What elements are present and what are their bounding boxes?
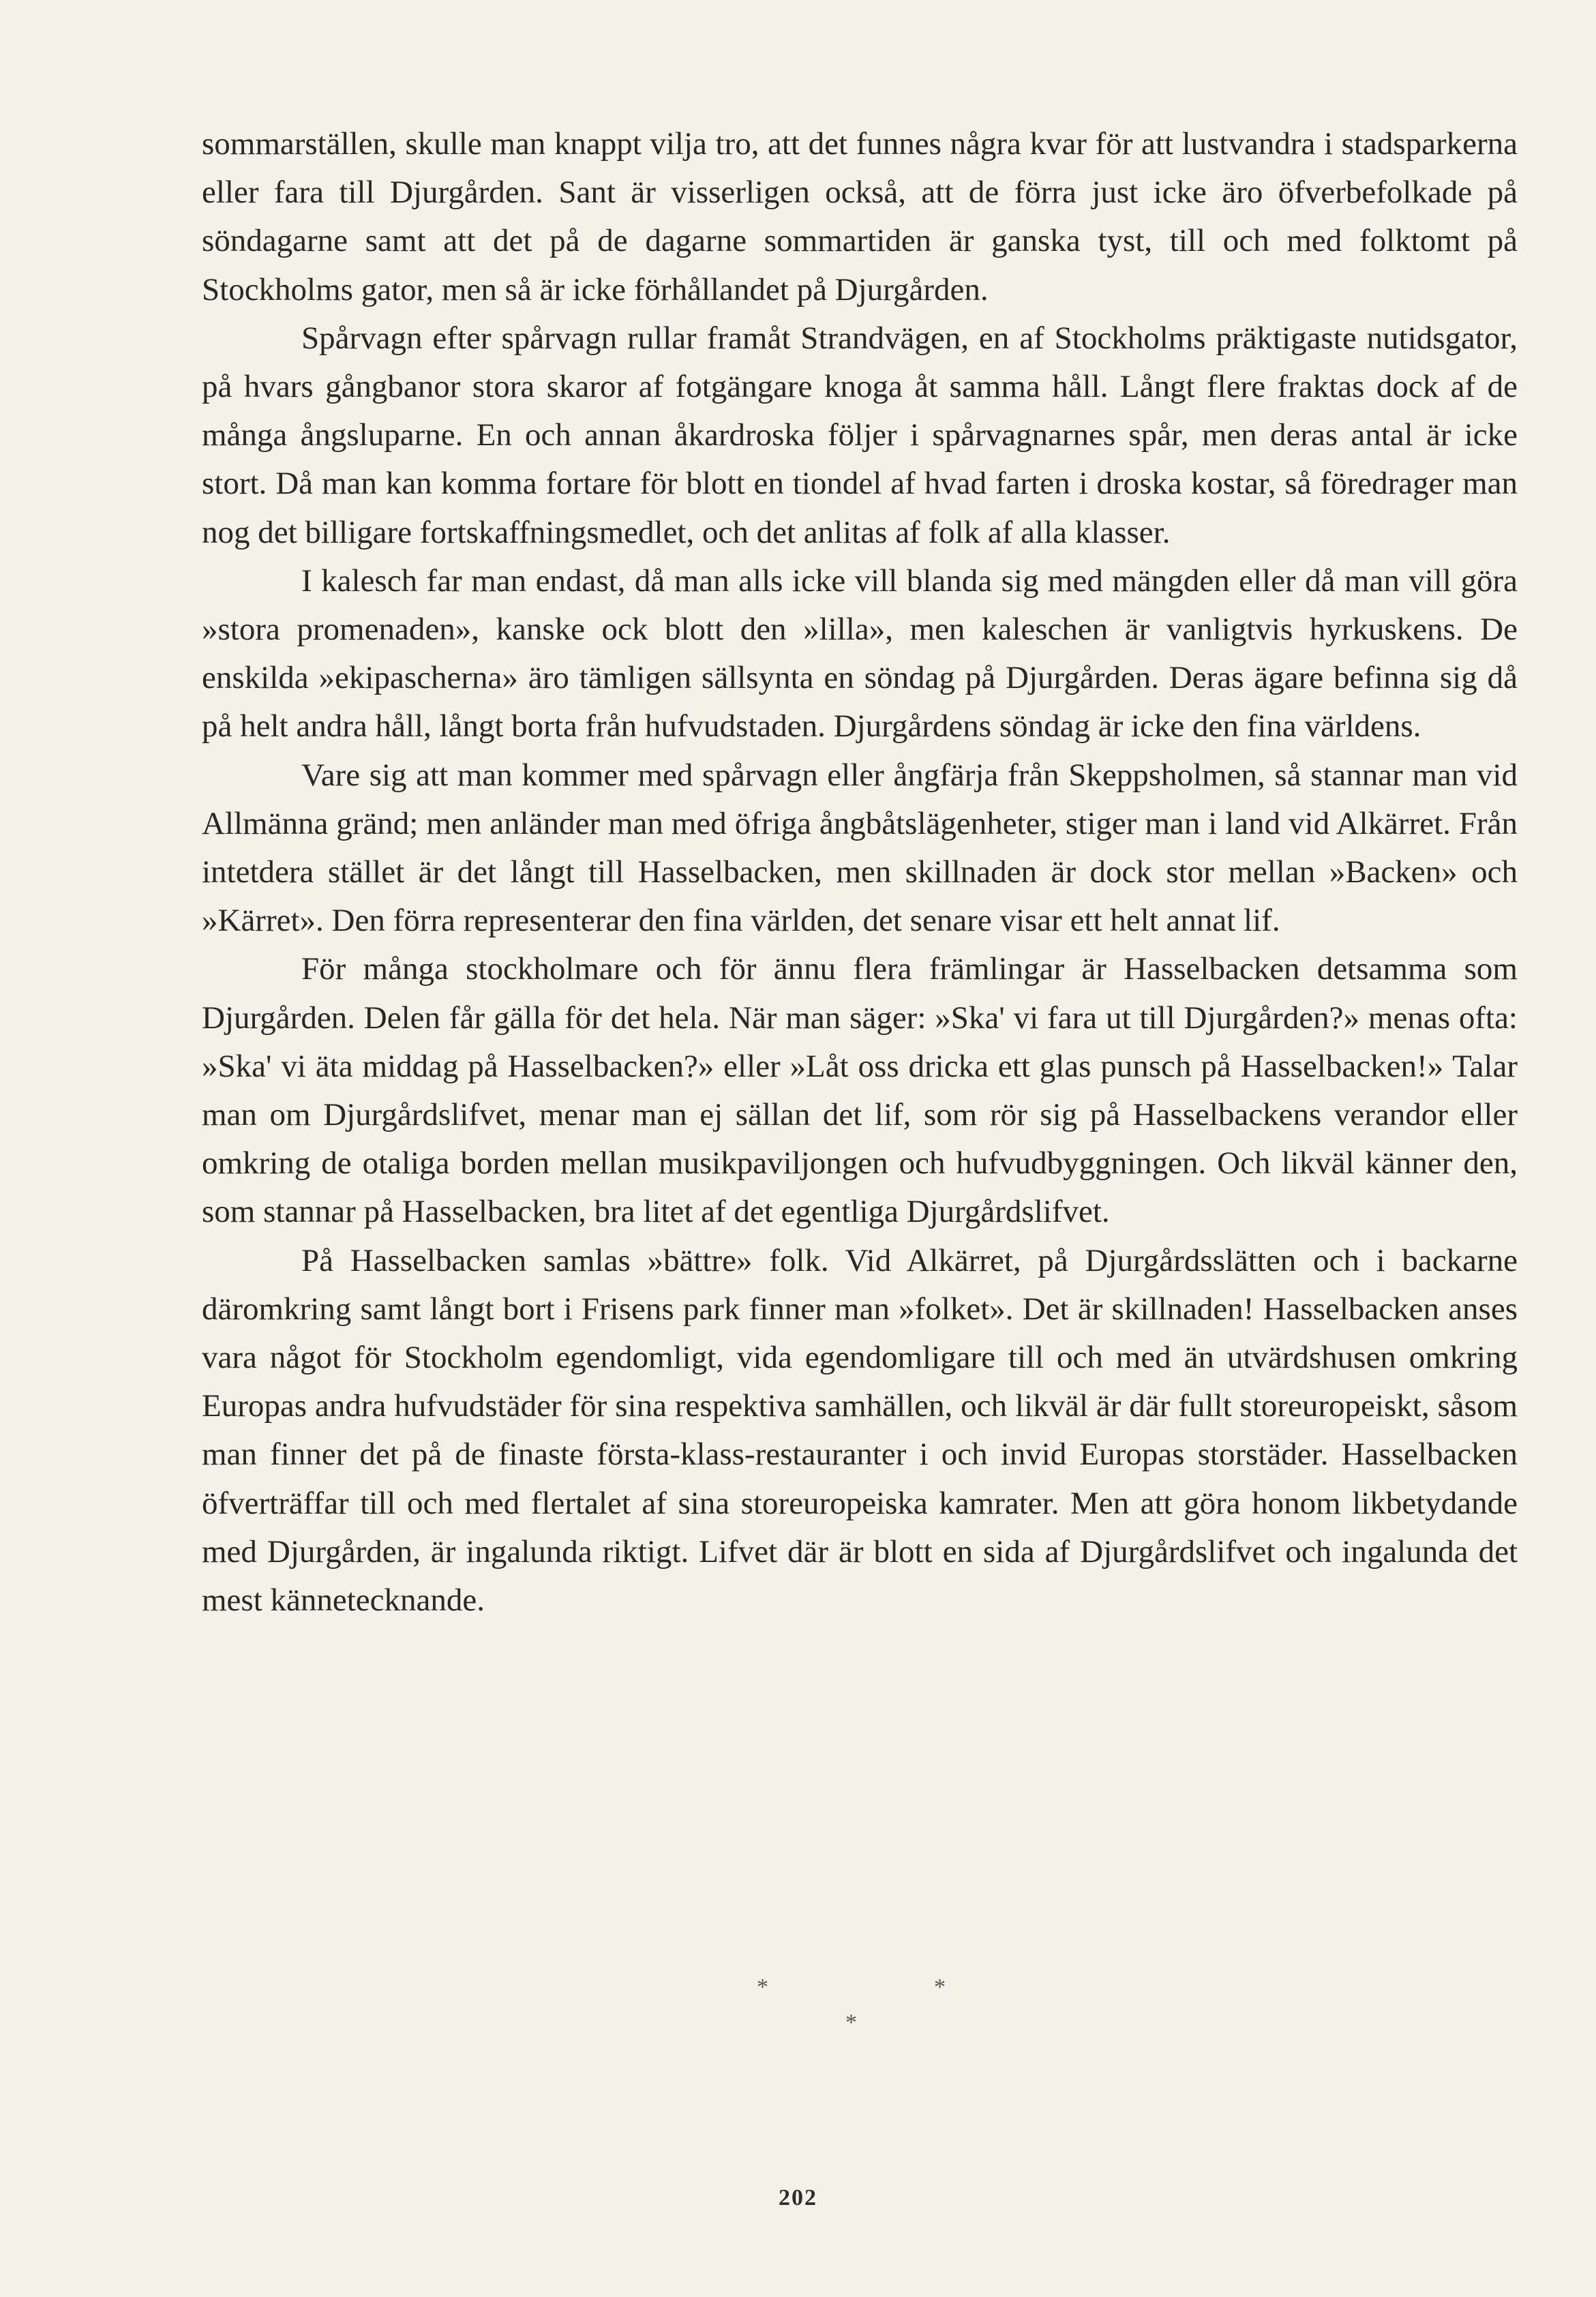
- asterism-star: *: [757, 1975, 768, 2000]
- asterism-star: *: [845, 2010, 857, 2035]
- page-number: 202: [779, 2185, 817, 2210]
- paragraph-2: Spårvagn efter spårvagn rullar framåt Strandvägen, en af Stockholms präktigaste nutidsgator, på hvars gångbanor stora skaror af fotgängare knoga åt samma håll. Långt flere fraktas dock af de många ångsluparne. En och annan åkardroska följer i spårvagnarnes spår, men deras antal är icke stort. Då man kan komma fortare för blott en tiondel af hvad farten i droska kostar, så föredrager man nog det billigare fortskaffningsmedlet, och det anlitas af folk af alla klasser.: [202, 320, 1518, 550]
- paragraph-6: På Hasselbacken samlas »bättre» folk. Vid Alkärret, på Djurgårdsslätten och i backarne däromkring samt långt bort i Frisens park finner man »folket». Det är skillnaden! Hasselbacken anses vara något för Stockholm egendomligt, vida egendomligare till och med än utvärdshusen omkring Europas andra hufvudstäder för sina respektiva samhällen, och likväl är där fullt storeuropeiskt, såsom man finner det på de finaste första-klass-restauranter i och invid Europas storstäder. Hasselbacken öfverträffar till och med flertalet af sina storeuropeiska kamrater. Men att göra honom likbetydande med Djurgården, är ingalunda riktigt. Lifvet där är blott en sida af Djurgårdslifvet och ingalunda det mest kännetecknande.: [202, 1242, 1518, 1619]
- paragraph-5: För många stockholmare och för ännu flera främlingar är Hasselbacken detsamma som Djurgården. Delen får gälla för det hela. När man säger: »Ska' vi fara ut till Djurgården?» menas ofta: »Ska' vi äta middag på Hasselbacken?» eller »Låt oss dricka ett glas punsch på Hasselbacken!» Talar man om Djurgårdslifvet, menar man ej sällan det lif, som rör sig på Hasselbackens verandor eller omkring de otaliga borden mellan musikpaviljongen och hufvudbyggningen. Och likväl känner den, som stannar på Hasselbacken, bra litet af det egentliga Djurgårdslifvet.: [202, 951, 1518, 1230]
- asterism-star: *: [934, 1975, 946, 2000]
- paragraph-4: Vare sig att man kommer med spårvagn eller ångfärja från Skeppsholmen, så stannar man vid Allmänna gränd; men anländer man med öfriga ångbåtslägenheter, stiger man i land vid Alkärret. Från intetdera stället är det långt till Hasselbacken, men skillnaden är dock stor mellan »Backen» och »Kärret». Den förra representerar den fina världen, det senare visar ett helt annat lif.: [202, 757, 1518, 939]
- paragraph-1: sommarställen, skulle man knappt vilja tro, att det funnes några kvar för att lustvandra i stadsparkerna eller fara till Djurgården. Sant är visserligen också, att de förra just icke äro öfverbefolkade på söndagarne samt att det på de dagarne sommartiden är ganska tyst, till och med folktomt på Stockholms gator, men så är icke förhållandet på Djurgården.: [202, 126, 1518, 307]
- paragraph-3: I kalesch far man endast, då man alls icke vill blanda sig med mängden eller då man vill göra »stora promenaden», kanske ock blott den »lilla», men kaleschen är vanligtvis hyrkuskens. De enskilda »ekipascherna» äro tämligen sällsynta en söndag på Djurgården. Deras ägare befinna sig då på helt andra håll, långt borta från hufvudstaden. Djurgårdens söndag är icke den fina världens.: [202, 562, 1518, 745]
- page-text: [202, 120, 1518, 1625]
